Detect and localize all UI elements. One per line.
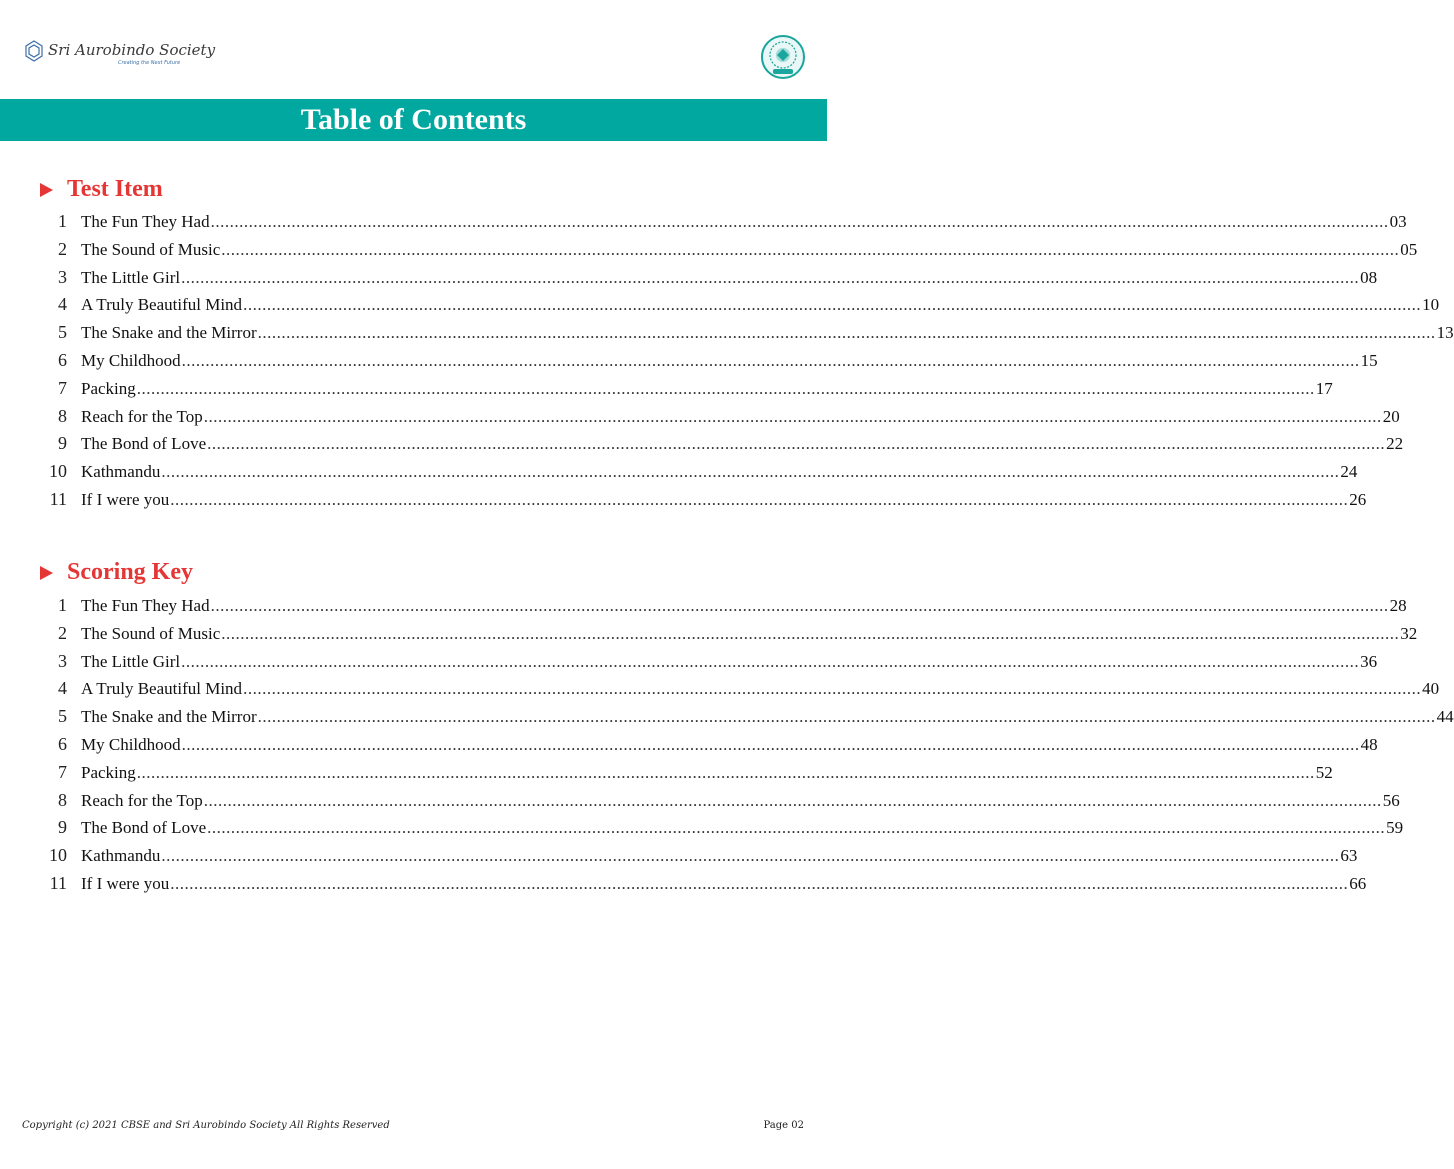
toc-row[interactable] [0,291,1440,319]
toc-title: If I were you [81,873,170,893]
triangle-right-icon [40,183,53,197]
toc-list [0,208,1454,514]
toc-number: 3 [58,650,67,671]
toc-title: If I were you [81,489,170,509]
toc-number: 6 [58,349,67,370]
toc-page-number: 36 [1360,651,1378,671]
dot-leader [221,620,1399,648]
toc-title: A Truly Beautiful Mind [81,295,243,315]
dot-leader [258,319,1436,347]
dot-leader [207,814,1385,842]
toc-row[interactable] [0,236,1418,264]
toc-page-number: 44 [1436,707,1454,727]
toc-page-number: 22 [1386,434,1404,454]
toc-page-number: 48 [1360,734,1378,754]
toc-number: 9 [58,433,67,454]
toc-number: 3 [58,266,67,287]
toc-title: Packing [81,762,136,782]
toc-page-number: 20 [1382,406,1400,426]
toc-page-number: 52 [1315,762,1333,782]
dot-leader [221,236,1399,264]
toc-title: My Childhood [81,350,181,370]
dot-leader [182,347,1360,375]
toc-row[interactable] [0,430,1404,458]
toc-row[interactable] [0,703,1454,731]
toc-title: The Sound of Music [81,239,221,259]
toc-number: 5 [58,706,67,727]
toc-row[interactable] [0,486,1367,514]
toc-page-number: 59 [1386,818,1404,838]
toc-title: The Bond of Love [81,818,207,838]
toc-row[interactable] [0,264,1378,292]
toc-title: My Childhood [81,734,181,754]
dot-leader [243,675,1421,703]
toc-page-number: 63 [1340,846,1358,866]
toc-list [0,592,1454,898]
toc-number: 10 [49,845,67,866]
toc-page-number: 05 [1400,239,1418,259]
toc-title: The Fun They Had [81,596,210,615]
toc-page-number: 17 [1315,378,1333,398]
toc-page-number: 40 [1422,679,1440,699]
toc-page-number: 26 [1349,489,1367,509]
toc-title: The Little Girl [81,267,181,287]
toc-number: 1 [58,595,67,615]
toc-number: 8 [58,789,67,810]
page-title: Table of Contents [300,103,527,136]
dot-leader [181,648,1359,676]
svg-text:Creating the Next Future: Creating the Next Future [118,60,181,66]
section-heading [40,557,193,587]
toc-number: 4 [58,678,67,699]
toc-page-number: 03 [1389,212,1407,231]
toc-number: 1 [58,211,67,231]
dot-leader [137,759,1315,787]
toc-row[interactable] [0,592,1407,620]
toc-row[interactable] [0,375,1333,403]
toc-number: 8 [58,405,67,426]
toc-row[interactable] [0,842,1358,870]
dot-leader [243,291,1421,319]
sri-aurobindo-society-logo [22,36,216,66]
dot-leader [181,264,1359,292]
toc-row[interactable] [0,759,1333,787]
toc-page-number: 08 [1360,267,1378,287]
toc-title: Packing [81,378,136,398]
toc-title: A Truly Beautiful Mind [81,679,243,699]
dot-leader [204,403,1382,431]
toc-number: 7 [58,377,67,398]
toc-title: The Snake and the Mirror [81,323,257,343]
toc-row[interactable] [0,208,1407,236]
dot-leader [207,430,1385,458]
section-heading-label: Test Item [67,175,163,202]
toc-row[interactable] [0,648,1378,676]
toc-number: 7 [58,761,67,782]
toc-title: Reach for the Top [81,790,203,810]
dot-leader [170,486,1348,514]
toc-title: Kathmandu [81,462,161,482]
toc-row[interactable] [0,620,1418,648]
toc-title: The Fun They Had [81,212,210,231]
dot-leader [170,870,1348,898]
toc-page-number: 28 [1389,596,1407,615]
toc-row[interactable] [0,675,1440,703]
toc-number: 6 [58,733,67,754]
toc-title: Reach for the Top [81,406,203,426]
toc-row[interactable] [0,814,1404,842]
dot-leader [182,731,1360,759]
dot-leader [211,208,1389,236]
dot-leader [211,592,1389,620]
footer-copyright: Copyright (c) 2021 CBSE and Sri Aurobindo Society All Rights Reserved [22,1120,390,1131]
toc-row[interactable] [0,403,1400,431]
toc-row[interactable] [0,347,1378,375]
section-heading-label: Scoring Key [67,558,193,585]
triangle-right-icon [40,566,53,580]
toc-row[interactable] [0,787,1400,815]
toc-title: The Bond of Love [81,434,207,454]
toc-row[interactable] [0,319,1454,347]
toc-row[interactable] [0,870,1367,898]
section-heading [40,174,163,204]
toc-page-number: 10 [1422,295,1440,315]
toc-row[interactable] [0,458,1358,486]
footer-page-number: Page 02 [763,1120,804,1131]
dot-leader [258,703,1436,731]
toc-title: The Sound of Music [81,623,221,643]
toc-number: 4 [58,294,67,315]
toc-title: The Little Girl [81,651,181,671]
toc-number: 9 [58,817,67,838]
toc-row[interactable] [0,731,1378,759]
toc-page-number: 32 [1400,623,1418,643]
toc-number: 11 [49,488,67,509]
dot-leader [161,458,1339,486]
title-bar [0,99,827,141]
dot-leader [137,375,1315,403]
toc-page-number: 13 [1436,323,1454,343]
svg-text:Sri Aurobindo Society: Sri Aurobindo Society [48,41,216,59]
toc-page-number: 56 [1382,790,1400,810]
toc-number: 2 [58,238,67,259]
toc-title: Kathmandu [81,846,161,866]
dot-leader [161,842,1339,870]
dot-leader [204,787,1382,815]
toc-page-number: 15 [1360,350,1378,370]
cbse-seal-logo [760,34,806,80]
toc-number: 11 [49,872,67,893]
toc-page-number: 24 [1340,462,1358,482]
toc-number: 10 [49,461,67,482]
toc-page-number: 66 [1349,873,1367,893]
toc-number: 5 [58,322,67,343]
toc-number: 2 [58,622,67,643]
toc-title: The Snake and the Mirror [81,707,257,727]
